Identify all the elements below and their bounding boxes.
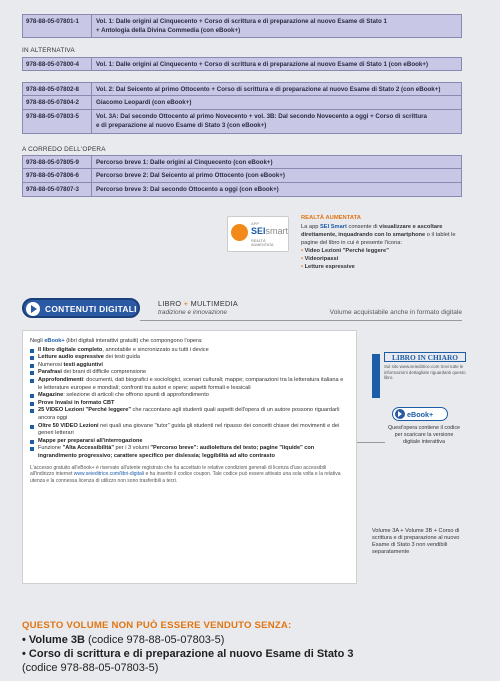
list-item (30, 369, 349, 377)
libro-in-chiaro-text: Sul sito www.seieditrice.com trovi tutte le informazioni dettagliate riguardanti questo libro. (384, 364, 466, 381)
list-item (30, 347, 349, 355)
feature-bold: "Alta Accessibilità" (62, 445, 114, 452)
list-item (30, 354, 349, 362)
sale-conditions (22, 620, 462, 675)
libro-in-chiaro-title: LIBRO IN CHIARO (384, 352, 466, 362)
libro-label: LIBRO (158, 299, 182, 308)
isbn-code: 978-88-05-07800-4 (23, 58, 92, 70)
tradizione-label: tradizione e innovazione (158, 309, 227, 316)
list-item (30, 407, 349, 422)
isbn-description: Percorso breve 2: Dal Seicento al primo Ottocento (con eBook+) (92, 169, 461, 182)
feature-bold: testi aggiuntivi (63, 361, 103, 368)
ebook-plus-block (372, 407, 466, 477)
feature-bold: Letture audio espressive (38, 354, 104, 361)
isbn-code: 978-88-05-07807-3 (23, 183, 92, 196)
isbn-row (22, 96, 462, 110)
libro-in-chiaro (372, 352, 466, 407)
sale-condition-line (22, 647, 462, 661)
list-item (30, 423, 349, 438)
ra-text-part: o il tablet le pagine del libro in cui è presente l'icona: (301, 232, 456, 246)
feature-bold: Parafrasi (38, 369, 62, 376)
sale-condition-line: (codice 978-88-05-07803-5) (22, 662, 159, 674)
smiley-icon (231, 224, 248, 241)
isbn-table-main (22, 14, 462, 38)
isbn-description: Percorso breve 3: Dal secondo Ottocento a oggi (con eBook+) (92, 183, 461, 196)
note-text: L'accesso gratuito all'eBook+ è riservato all'utente registrato che ha accettato le relative condizioni generali di licenza d'uso accessibili all'indirizzo internet (30, 464, 327, 477)
isbn-row (22, 155, 462, 169)
isbn-code: 978-88-05-07803-5 (23, 110, 92, 133)
isbn-code: 978-88-05-07805-9 (23, 156, 92, 168)
feature-text: , annotabile e sincronizzato su tutti i device (102, 346, 209, 353)
feature-bold: "Percorso breve": audiolettura del testo; pagine "liquide" con ingrandimento progressivo; carattere specifico per dislessia; leggibilità ad alto contrasto (38, 445, 315, 459)
isbn-description: Percorso breve 1: Dalle origini al Cinquecento (con eBook+) (92, 156, 461, 168)
realta-aumentata-title: REALTÀ AUMENTATA (301, 215, 361, 221)
isbn-description: Giacomo Leopardi (con eBook+) (92, 96, 461, 109)
ebook-plus-label: eBook+ (407, 410, 434, 419)
list-item: • Videoripassi (301, 255, 466, 263)
divider (140, 320, 462, 321)
isbn-description-line: + Antologia della Divina Commedia (con eBook+) (96, 26, 241, 34)
list-item (30, 400, 349, 408)
isbn-row (22, 183, 462, 197)
contenuti-digitali-badge (22, 298, 140, 318)
condition-bold: • Corso di scrittura e di preparazione al nuovo Esame di Stato 3 (22, 648, 354, 660)
contenuti-digitali-header (22, 298, 462, 320)
libro-multimedia-label (158, 299, 238, 308)
logo-brand-smart: smart (265, 226, 289, 236)
volume-sidenote: Volume 3A + Volume 3B + Corso di scrittura e di preparazione al nuovo Esame di Stato 3 non vendibili separatamente (372, 528, 460, 555)
realta-aumentata-text (301, 214, 466, 271)
list-item (30, 362, 349, 370)
isbn-table-volumes (22, 82, 462, 134)
ra-text-bold: visualizzare e ascoltare direttamente, inquadrando con lo smartphone (301, 224, 443, 238)
multimedia-label: MULTIMEDIA (190, 299, 239, 308)
feature-bold: Magazine (38, 392, 64, 399)
feature-text: : documenti, dati biografici e sociologici, scenari culturali; mappe; comparazioni tra la letteratura italiana e le letterature europee e mondiali; confronti tra autori e opere; aspetti formali e lessicali (38, 376, 344, 391)
isbn-row (22, 110, 462, 134)
feature-text: che raccontano agli studenti quali aspetti dell'opera di un autore possono riguardarli ancora oggi (38, 407, 340, 421)
feature-text: per i 3 volumi (114, 445, 151, 452)
logo-sub-label: REALTÀ AUMENTATA (251, 239, 274, 247)
section-label-alternativa: IN ALTERNATIVA (22, 47, 75, 54)
isbn-description (92, 110, 461, 133)
play-icon (395, 409, 405, 419)
list-item (30, 377, 349, 392)
feature-text: Funzione (38, 445, 63, 452)
feature-text: dei brani di difficile comprensione (61, 369, 147, 376)
ra-app-name: SEI Smart (320, 224, 347, 230)
feature-bold: Prove Invalsi in formato CBT (38, 399, 115, 406)
isbn-code: 978-88-05-07806-6 (23, 169, 92, 182)
isbn-description-line: e di preparazione al nuovo Esame di Stato 3 (con eBook+) (96, 121, 267, 129)
isbn-row (22, 14, 462, 38)
ra-text-part: La app (301, 224, 319, 230)
list-item: • Video Lezioni "Perché leggere" (301, 247, 466, 255)
note-url-link[interactable]: www.seieditrice.com/libri-digitali (73, 471, 145, 477)
feature-bold: 25 VIDEO Lezioni "Perché leggere" (38, 407, 131, 414)
isbn-code: 978-88-05-07801-1 (23, 15, 92, 37)
intro-text: Negli (30, 338, 43, 344)
ebook-plus-text: Quest'opera contiene il codice per scaricare la versione digitale interattiva (387, 425, 461, 445)
play-icon (26, 302, 40, 316)
isbn-description-line: Vol. 1: Dalle origini al Cinquecento + Corso di scrittura e di preparazione al nuovo Esame di Stato 1 (96, 18, 387, 25)
feature-text: Numerosi (38, 361, 64, 368)
feature-bold: Mappe per prepararsi all'interrogazione (38, 437, 143, 444)
isbn-row (22, 57, 462, 71)
features-list (30, 347, 349, 461)
isbn-description (92, 15, 461, 37)
realta-aumentata-body (301, 223, 466, 247)
feature-bold: Il libro digitale completo (38, 346, 103, 353)
isbn-table-alternative (22, 57, 462, 71)
isbn-description-line: Vol. 3A: Dal secondo Ottocento al primo Novecento + vol. 3B: Dal secondo Novecento a oggi + Corso di scrittura (96, 113, 427, 120)
isbn-row (22, 82, 462, 96)
feature-bold: Approfondimenti (38, 376, 84, 383)
intro-text: (libri digitali interattivi gratuiti) che compongono l'opera: (66, 338, 203, 344)
condition-text: (codice 978-88-05-07803-5) (84, 634, 225, 646)
info-icon (372, 354, 380, 398)
list-item (30, 445, 349, 460)
contenuti-digitali-label: CONTENUTI DIGITALI (45, 304, 137, 314)
ebook-features-box (22, 330, 357, 584)
feature-text: : selezione di articoli che offrono spunti di approfondimento (63, 392, 209, 399)
list-item (30, 438, 349, 446)
list-item: • Letture espressive (301, 263, 466, 271)
feature-bold: Oltre 50 VIDEO Lezioni (38, 422, 99, 429)
isbn-code: 978-88-05-07804-2 (23, 96, 92, 109)
ra-text-part: consente di (348, 224, 378, 230)
license-note (30, 465, 349, 485)
realta-aumentata-list (301, 247, 466, 271)
intro-ebook: eBook+ (44, 338, 65, 344)
condition-bold: • Volume 3B (22, 634, 85, 646)
note-text: e ha inserito il codice coupon. Tale codice può essere attivato una sola volta e la relativa utenza e la connessa licenza di utilizzo non sono trasferibili a terzi. (30, 471, 341, 484)
logo-brand-sei: SEI (251, 226, 266, 236)
feature-text: dei testi guida (103, 354, 140, 361)
isbn-code: 978-88-05-07802-8 (23, 83, 92, 95)
list-item (30, 392, 349, 400)
ebook-plus-badge (392, 407, 448, 421)
realta-aumentata-section (223, 214, 463, 286)
isbn-description: Vol. 1: Dalle origini al Cinquecento + Corso di scrittura e di preparazione al nuovo Esame di Stato 1 (con eBook+) (92, 58, 461, 70)
plus-sign: + (183, 299, 189, 308)
isbn-row (22, 169, 462, 183)
sale-warning-title: QUESTO VOLUME NON PUÒ ESSERE VENDUTO SENZA: (22, 620, 292, 631)
feature-text: nei quali una giovane "tutor" guida gli studenti nel ripasso dei concetti chiave dei movimenti e dei generi letterari (38, 422, 340, 437)
section-label-corredo: A CORREDO DELL'OPERA (22, 146, 106, 153)
sale-condition-line (22, 633, 462, 647)
formato-digitale-label: Volume acquistabile anche in formato digitale (329, 309, 462, 316)
logo-brand (251, 226, 288, 236)
sei-smart-logo (227, 216, 289, 252)
isbn-table-percorso (22, 155, 462, 197)
isbn-description: Vol. 2: Dal Seicento al primo Ottocento + Corso di scrittura e di preparazione al nuovo Esame di Stato 2 (con eBook+) (92, 83, 461, 95)
features-intro (30, 338, 349, 346)
logo-app-label: APP (251, 221, 260, 226)
